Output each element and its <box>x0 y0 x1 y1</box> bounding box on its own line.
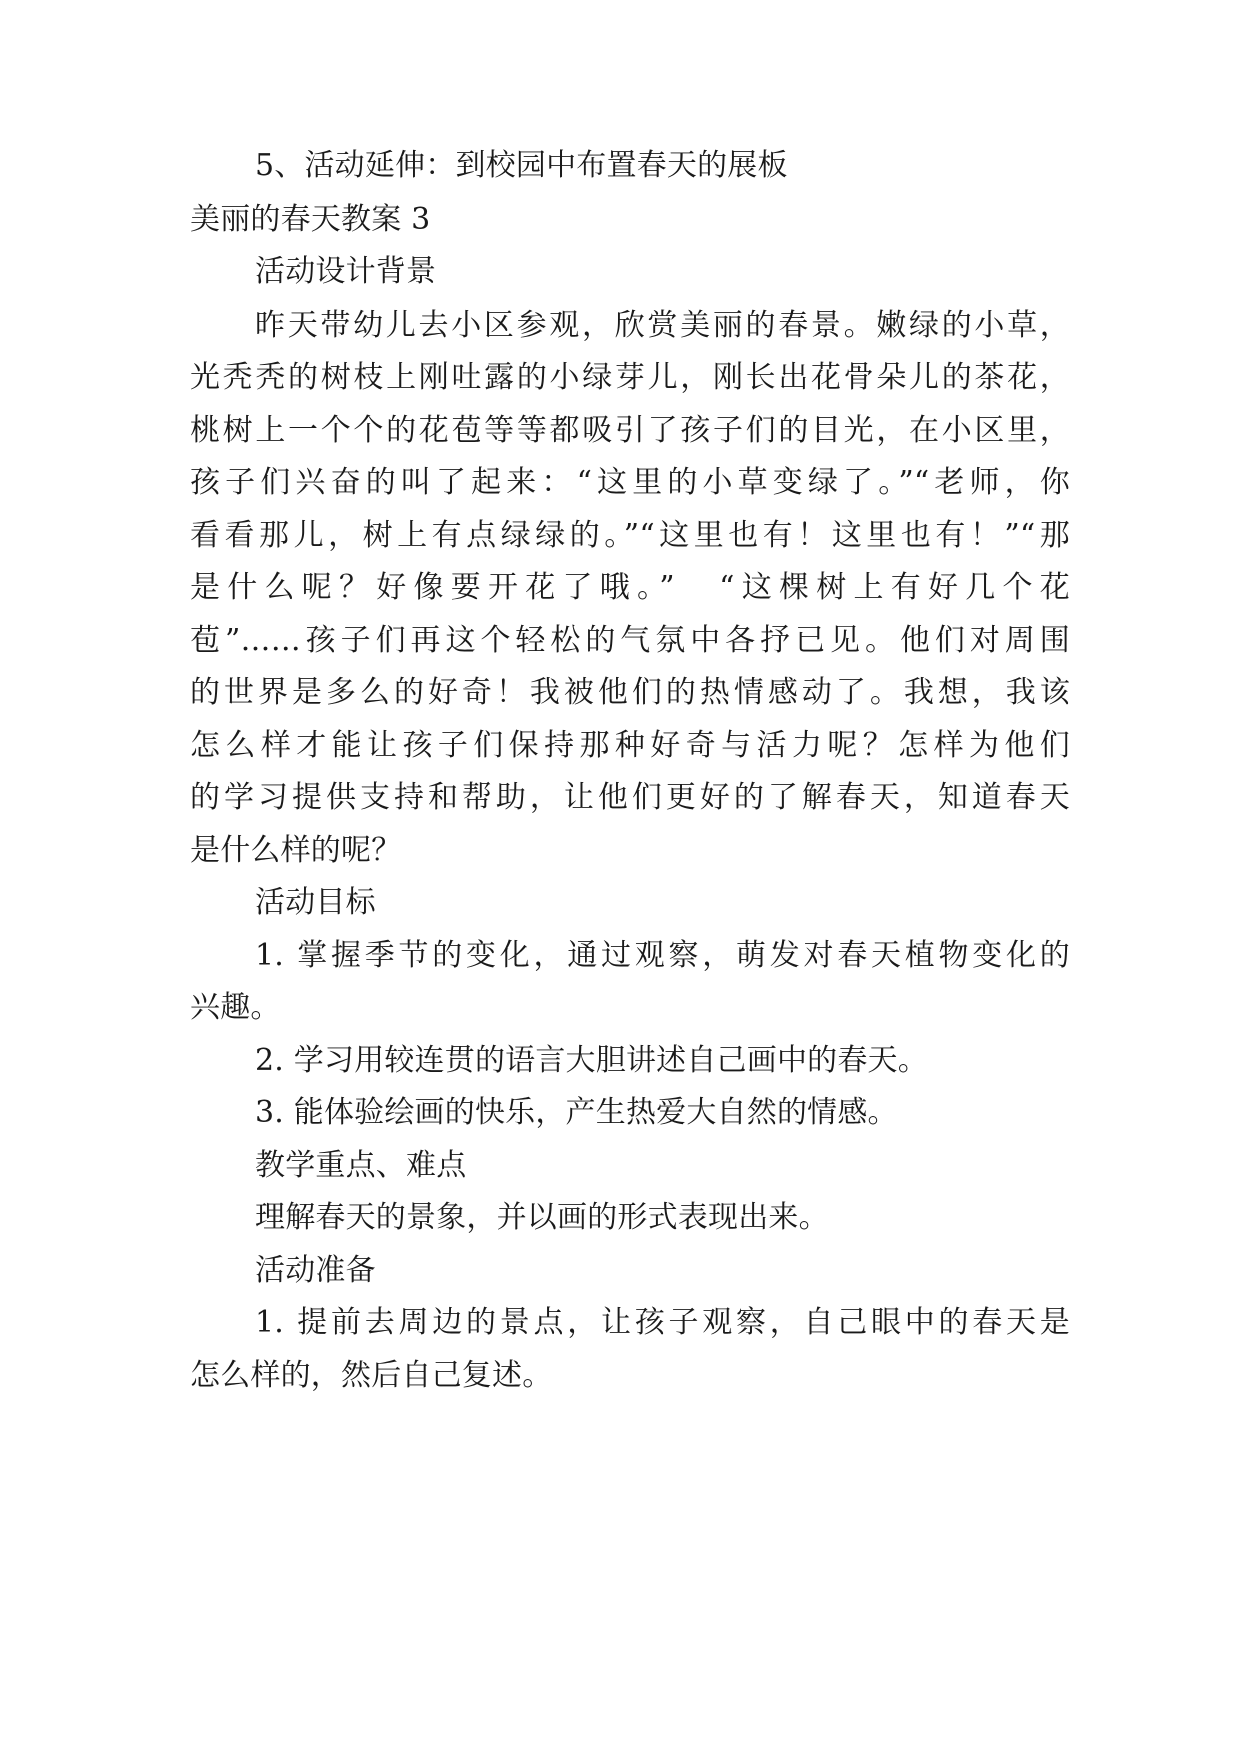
paragraph-line: 孩子们兴奋的叫了起来：“这里的小草变绿了。”“老师，你 <box>190 465 1070 500</box>
list-item-line: 怎么样的，然后自己复述。 <box>190 1358 553 1393</box>
list-item-line: 1. 提前去周边的景点，让孩子观察，自己眼中的春天是 <box>255 1305 1070 1340</box>
paragraph-line: 的世界是多么的好奇！我被他们的热情感动了。我想，我该 <box>190 675 1070 710</box>
paragraph-line: 是什么呢？好像要开花了哦。” “这棵树上有好几个花 <box>190 570 1070 605</box>
paragraph-line: 是什么样的呢？ <box>190 833 402 868</box>
paragraph-line: 的学习提供支持和帮助，让他们更好的了解春天，知道春天 <box>190 780 1070 815</box>
text-line: 理解春天的景象，并以画的形式表现出来。 <box>255 1200 829 1235</box>
paragraph-line: 苞”……孩子们再这个轻松的气氛中各抒已见。他们对周围 <box>190 623 1070 658</box>
list-item: 3. 能体验绘画的快乐，产生热爱大自然的情感。 <box>255 1095 898 1130</box>
text-line: 5、活动延伸：到校园中布置春天的展板 <box>255 148 788 183</box>
section-title: 美丽的春天教案 3 <box>190 202 431 237</box>
list-item: 2. 学习用较连贯的语言大胆讲述自己画中的春天。 <box>255 1043 928 1078</box>
section-heading: 活动准备 <box>255 1253 376 1288</box>
list-item-line: 兴趣。 <box>190 990 281 1025</box>
paragraph-line: 昨天带幼儿去小区参观，欣赏美丽的春景。嫩绿的小草， <box>255 308 1070 343</box>
list-item-line: 1. 掌握季节的变化，通过观察，萌发对春天植物变化的 <box>255 938 1070 973</box>
paragraph-line: 桃树上一个个的花苞等等都吸引了孩子们的目光，在小区里， <box>190 413 1070 448</box>
section-heading: 活动设计背景 <box>255 254 437 289</box>
paragraph-line: 看看那儿，树上有点绿绿的。”“这里也有！这里也有！”“那 <box>190 518 1070 553</box>
paragraph-line: 怎么样才能让孩子们保持那种好奇与活力呢？怎样为他们 <box>190 728 1070 763</box>
paragraph-line: 光秃秃的树枝上刚吐露的小绿芽儿，刚长出花骨朵儿的茶花， <box>190 360 1070 395</box>
section-heading: 教学重点、难点 <box>255 1148 467 1183</box>
section-heading: 活动目标 <box>255 885 376 920</box>
